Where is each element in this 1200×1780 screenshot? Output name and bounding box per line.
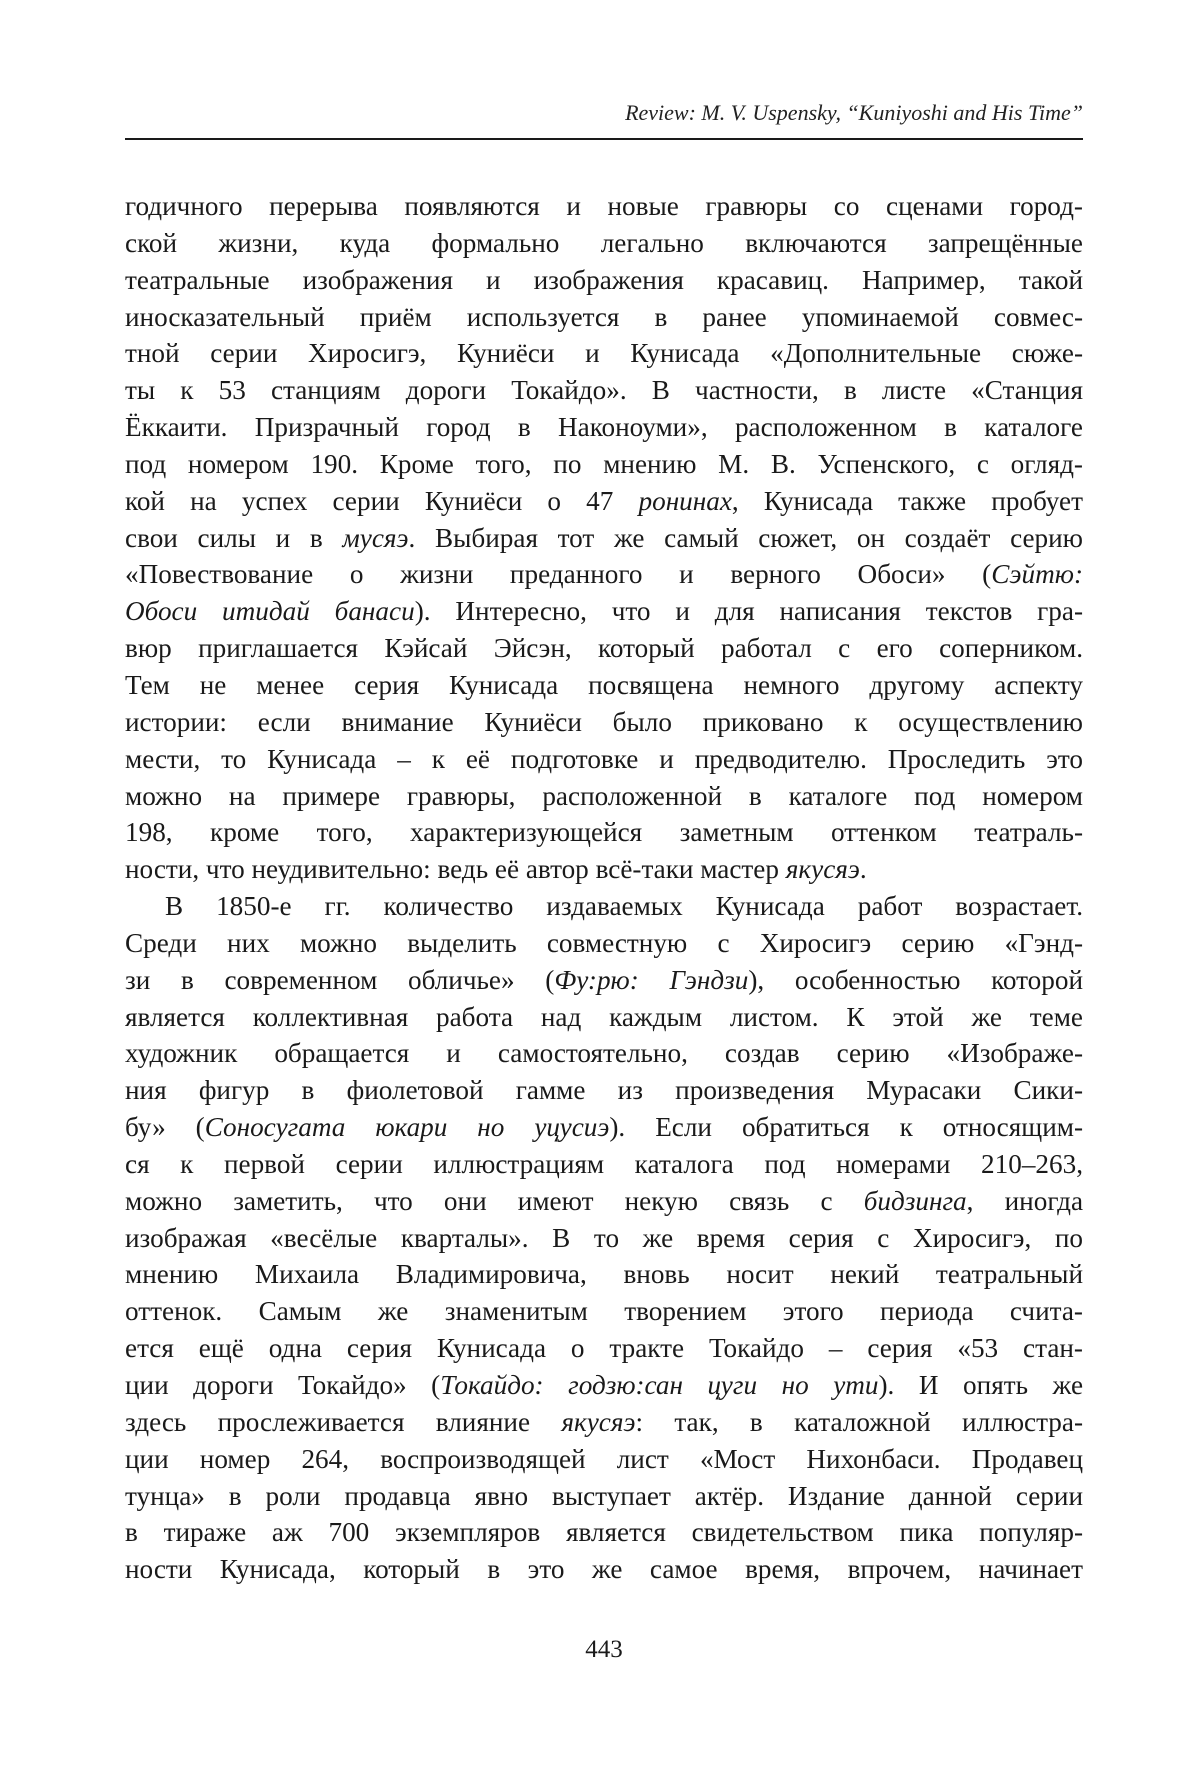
text-run: ности, что неудивительно: ведь её автор всё-таки мастер <box>125 854 786 884</box>
text-run: , иногда <box>967 1186 1083 1216</box>
text-line <box>125 1183 1083 1220</box>
text-line <box>125 1367 1083 1404</box>
text-line <box>125 704 1083 741</box>
text-line <box>125 1478 1083 1515</box>
text-run: мнению Михаила Владимировича, вновь носит некий театральный <box>125 1259 1083 1289</box>
text-run: свои силы и в <box>125 523 342 553</box>
text-line <box>125 1256 1083 1293</box>
italic-term: бидзинга <box>864 1186 967 1216</box>
text-line <box>125 1035 1083 1072</box>
document-page <box>0 0 1200 1780</box>
text-run: . <box>860 854 867 884</box>
text-line <box>125 925 1083 962</box>
text-line <box>125 1146 1083 1183</box>
text-line <box>125 667 1083 704</box>
text-line <box>125 1514 1083 1551</box>
text-run: Среди них можно выделить совместную с Хиросигэ серию «Гэнд- <box>125 928 1083 958</box>
text-run: художник обращается и самостоятельно, создав серию «Изображе- <box>125 1038 1083 1068</box>
text-line <box>125 1404 1083 1441</box>
text-line <box>125 1109 1083 1146</box>
text-run: в тираже аж 700 экземпляров является свидетельством пика популяр- <box>125 1517 1083 1547</box>
text-line <box>125 1330 1083 1367</box>
text-run: ). Если обратиться к относящим- <box>609 1112 1083 1142</box>
text-run: ). Интересно, что и для написания текстов гра- <box>415 596 1083 626</box>
page-number: 443 <box>125 1635 1083 1665</box>
text-run: Тем не менее серия Кунисада посвящена немного другому аспекту <box>125 670 1083 700</box>
text-run: ности Кунисада, который в это же самое время, впрочем, начинает <box>125 1554 1083 1584</box>
italic-term: Соносугата юкари но уцусиэ <box>205 1112 610 1142</box>
text-line <box>125 1551 1083 1588</box>
text-line <box>125 1220 1083 1257</box>
text-run: В 1850-е гг. количество издаваемых Кунисада работ возрастает. <box>165 891 1083 921</box>
text-line <box>125 1293 1083 1330</box>
text-run: вюр приглашается Кэйсай Эйсэн, который работал с его соперником. <box>125 633 1083 663</box>
text-line <box>125 188 1083 225</box>
text-run: можно заметить, что они имеют некую связь с <box>125 1186 864 1216</box>
header-rule <box>125 138 1083 140</box>
text-run: театральные изображения и изображения красавиц. Например, такой <box>125 265 1083 295</box>
text-run: годичного перерыва появляются и новые гравюры со сценами город- <box>125 191 1083 221</box>
text-run: тной серии Хиросигэ, Куниёси и Кунисада «Дополнительные сюже- <box>125 338 1083 368</box>
text-line <box>125 1072 1083 1109</box>
text-run: мести, то Кунисада – к её подготовке и предводителю. Проследить это <box>125 744 1083 774</box>
running-title: Review: M. V. Uspensky, “Kuniyoshi and His Time” <box>125 100 1083 126</box>
text-run: ся к первой серии иллюстрациям каталога под номерами 210–263, <box>125 1149 1083 1179</box>
text-run: ции номер 264, воспроизводящей лист «Мост Нихонбаси. Продавец <box>125 1444 1083 1474</box>
text-run: ется ещё одна серия Кунисада о тракте Токайдо – серия «53 стан- <box>125 1333 1083 1363</box>
text-line <box>125 225 1083 262</box>
text-run: Ёккаити. Призрачный город в Наконоуми», расположенном в каталоге <box>125 412 1083 442</box>
text-line <box>125 593 1083 630</box>
text-line <box>125 409 1083 446</box>
italic-term: мусяэ <box>342 523 408 553</box>
body-text <box>125 188 1083 1588</box>
text-run: 198, кроме того, характеризующейся заметным оттенком театраль- <box>125 817 1083 847</box>
italic-term: Токайдо: годзю:сан цуги но ути <box>440 1370 878 1400</box>
text-run: кой на успех серии Куниёси о 47 <box>125 486 639 516</box>
text-run: тунца» в роли продавца явно выступает актёр. Издание данной серии <box>125 1481 1083 1511</box>
text-line <box>125 999 1083 1036</box>
text-line <box>125 483 1083 520</box>
text-line <box>125 262 1083 299</box>
text-run: бу» ( <box>125 1112 205 1142</box>
text-line <box>125 446 1083 483</box>
italic-term: якусяэ <box>561 1407 635 1437</box>
text-line <box>125 556 1083 593</box>
italic-term: ронинах <box>639 486 732 516</box>
text-line <box>125 741 1083 778</box>
text-line <box>125 520 1083 557</box>
text-run: под номером 190. Кроме того, по мнению М. В. Успенского, с огляд- <box>125 449 1083 479</box>
text-run: является коллективная работа над каждым листом. К этой же теме <box>125 1002 1083 1032</box>
text-run: : так, в каталожной иллюстра- <box>635 1407 1083 1437</box>
text-line <box>125 335 1083 372</box>
text-run: изображая «весёлые кварталы». В то же время серия с Хиросигэ, по <box>125 1223 1083 1253</box>
text-line <box>125 888 1083 925</box>
text-run: оттенок. Самым же знаменитым творением этого периода счита- <box>125 1296 1083 1326</box>
text-line <box>125 630 1083 667</box>
text-run: здесь прослеживается влияние <box>125 1407 561 1437</box>
text-line <box>125 299 1083 336</box>
text-line <box>125 814 1083 851</box>
text-run: можно на примере гравюры, расположенной в каталоге под номером <box>125 781 1083 811</box>
italic-term: якусяэ <box>786 854 860 884</box>
text-run: ции дороги Токайдо» ( <box>125 1370 440 1400</box>
text-run: ской жизни, куда формально легально включаются запрещённые <box>125 228 1083 258</box>
text-line <box>125 1441 1083 1478</box>
text-run: ния фигур в фиолетовой гамме из произведения Мурасаки Сики- <box>125 1075 1083 1105</box>
text-line <box>125 372 1083 409</box>
text-line <box>125 962 1083 999</box>
text-run: зи в современном обличье» ( <box>125 965 554 995</box>
text-run: ты к 53 станциям дороги Токайдо». В частности, в листе «Станция <box>125 375 1083 405</box>
text-line <box>125 778 1083 815</box>
text-run: истории: если внимание Куниёси было приковано к осуществлению <box>125 707 1083 737</box>
text-run: , Кунисада также пробует <box>732 486 1083 516</box>
text-run: ). И опять же <box>879 1370 1084 1400</box>
text-run: иносказательный приём используется в ранее упоминаемой совмес- <box>125 302 1083 332</box>
text-run: «Повествование о жизни преданного и верного Обоси» ( <box>125 559 991 589</box>
text-run: ), особенностью которой <box>748 965 1083 995</box>
italic-term: Обоси итидай банаси <box>125 596 415 626</box>
text-run: . Выбирая тот же самый сюжет, он создаёт серию <box>409 523 1083 553</box>
italic-term: Сэйтю: <box>991 559 1083 589</box>
text-line <box>125 851 1083 888</box>
italic-term: Фу:рю: Гэндзи <box>554 965 748 995</box>
